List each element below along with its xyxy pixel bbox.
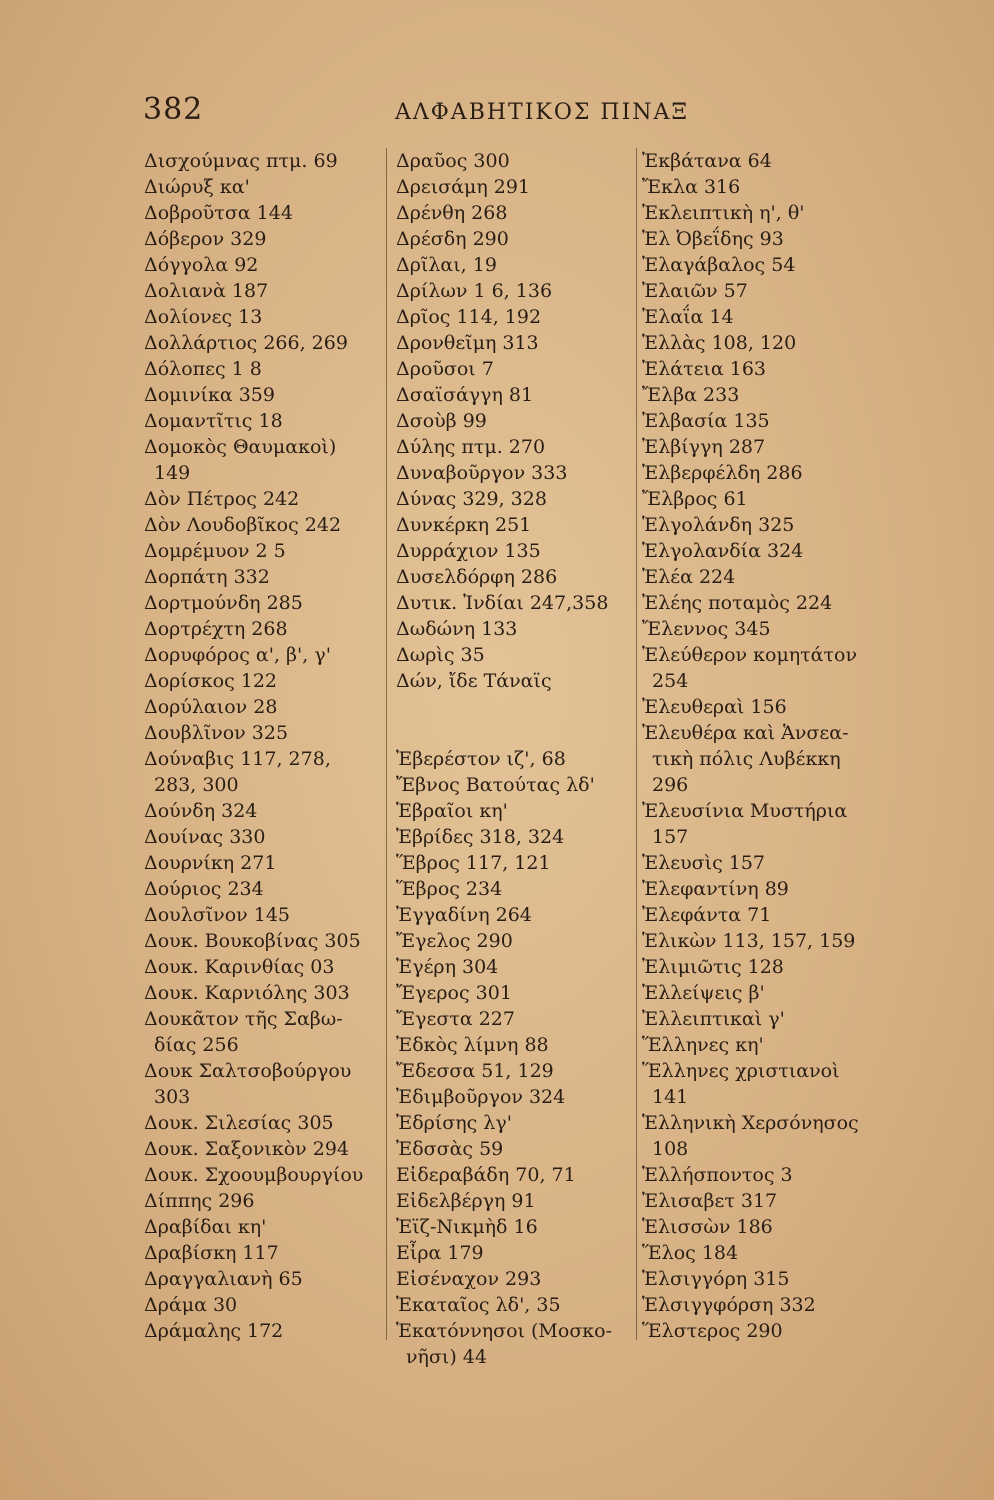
index-entry: Δισχούμνας πτμ. 69	[144, 150, 338, 172]
index-entry: Ἑλικὼν 113, 157, 159	[642, 930, 856, 952]
index-entry: Ἐλβίγγη 287	[642, 436, 766, 458]
index-entry: Ἐκλειπτικὴ η', θ'	[642, 202, 805, 224]
index-entry: Ἐλέα 224	[642, 566, 736, 588]
index-entry: Δουκ. Καρινθίας 03	[144, 956, 335, 978]
index-entry: Δουκ. Βουκοβίνας 305	[144, 930, 361, 952]
index-entry: Ἐλεφάντα 71	[642, 904, 772, 926]
index-entry: Δορτρέχτη 268	[144, 618, 288, 640]
index-entry: Ἐλ Ὀβεΐδης 93	[642, 228, 784, 250]
index-entry: Δρεισάμη 291	[396, 176, 531, 198]
index-entry: Δροῦσοι 7	[396, 358, 494, 380]
index-entry: Δὸν Λουδοβῖκος 242	[144, 514, 342, 536]
index-entry: Δουκ. Σαξονικὸν 294	[144, 1138, 350, 1160]
index-entry: Δομρέμυον 2 5	[144, 540, 286, 562]
index-entry: Δυτικ. Ἰνδίαι 247,358	[396, 592, 609, 614]
section-gap	[396, 694, 641, 746]
index-entry: Ἕλστερος 290	[642, 1320, 783, 1342]
index-entry: Ἐλευθέρα καὶ Ἁνσεα-	[642, 722, 849, 744]
index-entry: Δωρὶς 35	[396, 644, 485, 666]
index-entry: Δουίνας 330	[144, 826, 266, 848]
index-column-1	[144, 148, 389, 1344]
page-header	[0, 92, 994, 132]
index-entry: Ἐβερέστον ιζ', 68	[396, 748, 566, 770]
index-entry: Δουκ. Καρνιόλης 303	[144, 982, 350, 1004]
index-entry: Δρονθεῖμη 313	[396, 332, 539, 354]
index-entry: Ἐδιμβοῦργον 324	[396, 1086, 566, 1108]
index-entry: 149	[154, 462, 191, 484]
index-entry: Ἐλευθεραὶ 156	[642, 696, 787, 718]
index-entry: Ἔκλα 316	[642, 176, 741, 198]
index-entry: Ἔγελος 290	[396, 930, 513, 952]
index-entry: 108	[652, 1138, 689, 1160]
index-entry: Ἕλληνες κη'	[642, 1034, 764, 1056]
index-entry: Ἐλλειπτικαὶ γ'	[642, 1008, 785, 1030]
index-entry: Δράμα 30	[144, 1294, 238, 1316]
index-entry: Δύλης πτμ. 270	[396, 436, 546, 458]
index-entry: νῆσι) 44	[406, 1346, 487, 1368]
index-entry: Δορύλαιον 28	[144, 696, 278, 718]
index-entry: Ἐλάτεια 163	[642, 358, 767, 380]
index-entry: 283, 300	[154, 774, 239, 796]
index-entry: Δυνκέρκη 251	[396, 514, 532, 536]
index-entry: Δρέσδη 290	[396, 228, 509, 250]
index-entry: Δούνδη 324	[144, 800, 258, 822]
index-entry: Ἑλισσὼν 186	[642, 1216, 773, 1238]
index-entry: Ἐλαιῶν 57	[642, 280, 748, 302]
index-entry: Ἑλσιγγόρη 315	[642, 1268, 790, 1290]
index-column-3	[642, 148, 892, 1344]
index-entry: Ἐλαΐα 14	[642, 306, 734, 328]
index-entry: Ἐκβάτανα 64	[642, 150, 772, 172]
index-entry: Δραγγαλιανὴ 65	[144, 1268, 303, 1290]
index-entry: Δρίλων 1 6, 136	[396, 280, 553, 302]
index-entry: Δρῖος 114, 192	[396, 306, 542, 328]
index-entry: Δυσελδόρφη 286	[396, 566, 558, 588]
index-entry: Δσοὺβ 99	[396, 410, 487, 432]
index-entry: Εἰσέναχον 293	[396, 1268, 542, 1290]
index-entry: Δορίσκος 122	[144, 670, 278, 692]
index-entry: Ἑκατόννησοι (Μοσκο-	[396, 1320, 613, 1342]
page-title: ΑΛΦΑΒΗΤΙΚΟΣ ΠΙΝΑΞ	[395, 100, 689, 125]
index-entry: Δομοκὸς Θαυμακοὶ)	[144, 436, 337, 458]
index-entry: Ἑλσιγγφόρση 332	[642, 1294, 816, 1316]
index-entry: Ἐλευσίνια Μυστήρια	[642, 800, 848, 822]
index-entry: Ἐλέης ποταμὸς 224	[642, 592, 833, 614]
index-entry: Δραβίσκη 117	[144, 1242, 279, 1264]
index-entry: Ἐγέρη 304	[396, 956, 499, 978]
index-entry: Ἕβρος 234	[396, 878, 503, 900]
index-entry: Ἐλεφαντίνη 89	[642, 878, 789, 900]
index-entry: 254	[652, 670, 689, 692]
index-entry: Εἰδελβέργη 91	[396, 1190, 536, 1212]
index-entry: 303	[154, 1086, 191, 1108]
index-entry: Δουκᾶτον τῆς Σαβω-	[144, 1008, 343, 1030]
index-entry: Δολλάρτιος 266, 269	[144, 332, 348, 354]
index-entry: Ἑλληνικὴ Χερσόνησος	[642, 1112, 859, 1134]
index-entry: Ἐδκὸς λίμνη 88	[396, 1034, 549, 1056]
index-entry: Εἰδεραβάδη 70, 71	[396, 1164, 576, 1186]
index-entry: Ἑβρίδες 318, 324	[396, 826, 565, 848]
index-entry: Ἔγεστα 227	[396, 1008, 515, 1030]
index-entry: Δραβίδαι κη'	[144, 1216, 267, 1238]
index-entry: Δόβερον 329	[144, 228, 267, 250]
index-entry: Ἐδρίσης λγ'	[396, 1112, 512, 1134]
index-entry: Δυρράχιον 135	[396, 540, 541, 562]
index-entry: Ἐδσσὰς 59	[396, 1138, 504, 1160]
index-entry: Δολίονες 13	[144, 306, 263, 328]
index-entry: Δουρνίκη 271	[144, 852, 277, 874]
index-entry: Δούριος 234	[144, 878, 264, 900]
index-entry: Δουλσῖνον 145	[144, 904, 291, 926]
index-entry: Δουβλῖνον 325	[144, 722, 289, 744]
index-entry: Εἶρα 179	[396, 1242, 484, 1264]
index-column-2	[396, 148, 641, 1370]
index-entry: Ἔδεσσα 51, 129	[396, 1060, 554, 1082]
index-entry: Δοβροῦτσα 144	[144, 202, 293, 224]
index-entry: Ἔλβα 233	[642, 384, 740, 406]
index-entry: Δρένθη 268	[396, 202, 508, 224]
index-entry: Δρῖλαι, 19	[396, 254, 497, 276]
index-entry: Ἑλγολάνδη 325	[642, 514, 795, 536]
index-entry: Ἐλιμιῶτις 128	[642, 956, 784, 978]
index-entry: Δομαντῖτις 18	[144, 410, 283, 432]
index-entry: Ἔγερος 301	[396, 982, 512, 1004]
index-entry: Δίππης 296	[144, 1190, 255, 1212]
page-number: 382	[143, 92, 204, 127]
index-entry: Ἐλισαβετ 317	[642, 1190, 778, 1212]
index-entry: Ἐλευσὶς 157	[642, 852, 766, 874]
index-entry: Δουκ. Σιλεσίας 305	[144, 1112, 334, 1134]
index-entry: Ἕλληνες χριστιανοὶ	[642, 1060, 840, 1082]
index-entry: Δύνας 329, 328	[396, 488, 547, 510]
index-entry: Δουκ. Σχοουμβουργίου	[144, 1164, 364, 1186]
index-entry: 141	[652, 1086, 689, 1108]
index-entry: 296	[652, 774, 689, 796]
index-entry: δίας 256	[154, 1034, 239, 1056]
index-entry: Δωδώνη 133	[396, 618, 518, 640]
index-entry: Ἔλβρος 61	[642, 488, 748, 510]
index-entry: Δών, ἴδε Τάναϊς	[396, 670, 552, 692]
index-entry: Ἐλβασία 135	[642, 410, 770, 432]
index-entry: Ἐλεύθερον κομητάτον	[642, 644, 858, 666]
index-entry: 157	[652, 826, 689, 848]
index-entry: Ἕβρος 117, 121	[396, 852, 551, 874]
index-entry: Ἕλος 184	[642, 1242, 739, 1264]
index-entry: Ἐλλείψεις β'	[642, 982, 765, 1004]
index-entry: Δορτμούνδη 285	[144, 592, 303, 614]
index-entry: Δομινίκα 359	[144, 384, 275, 406]
index-entry: Διώρυξ κα'	[144, 176, 250, 198]
index-entry: τικὴ πόλις Λυβέκκη	[652, 748, 841, 770]
index-entry: Ἐλαγάβαλος 54	[642, 254, 796, 276]
index-entry: Δολιανὰ 187	[144, 280, 269, 302]
index-entry: Ἔλεννος 345	[642, 618, 771, 640]
index-entry: Δυναβοῦργον 333	[396, 462, 568, 484]
index-entry: Δούναβις 117, 278,	[144, 748, 331, 770]
index-entry: Δορυφόρος α', β', γ'	[144, 644, 331, 666]
index-entry: Ἑκαταῖος λδ', 35	[396, 1294, 561, 1316]
index-entry: Δσαϊσάγγη 81	[396, 384, 534, 406]
index-entry: Ἑβραῖοι κη'	[396, 800, 508, 822]
index-entry: Ἑλλὰς 108, 120	[642, 332, 797, 354]
index-entry: Ἐϊζ-Νικμὴδ 16	[396, 1216, 538, 1238]
index-entry: Ἐγγαδίνη 264	[396, 904, 532, 926]
index-entry: Ἔβνος Βατούτας λδ'	[396, 774, 595, 796]
index-entry: Δόγγολα 92	[144, 254, 259, 276]
index-entry: Δράμαλης 172	[144, 1320, 284, 1342]
index-entry: Δορπάτη 332	[144, 566, 270, 588]
index-entry: Ἑλλήσποντος 3	[642, 1164, 793, 1186]
index-entry: Δὸν Πέτρος 242	[144, 488, 300, 510]
index-entry: Δουκ Σαλτσοβούργου	[144, 1060, 352, 1082]
index-entry: Δραῦος 300	[396, 150, 510, 172]
index-entry: Ἑλγολανδία 324	[642, 540, 804, 562]
index-entry: Δόλοπες 1 8	[144, 358, 262, 380]
index-entry: Ἐλβερφέλδη 286	[642, 462, 803, 484]
